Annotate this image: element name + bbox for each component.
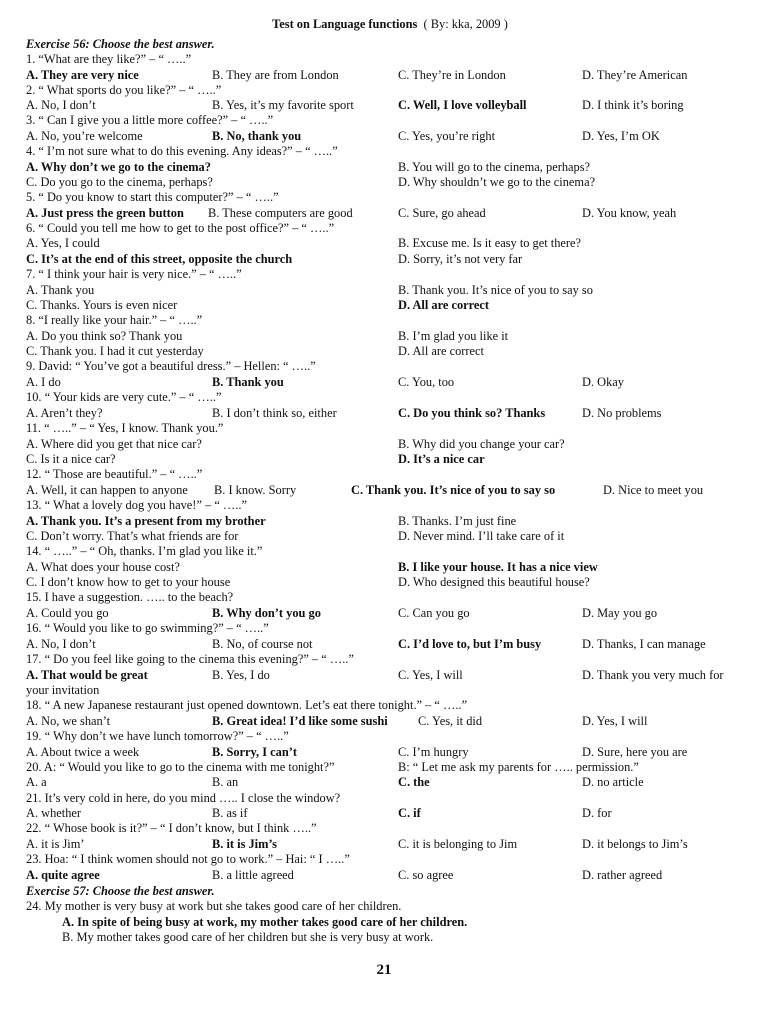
answer-options-row bbox=[26, 775, 754, 790]
question-stem: 5. “ Do you know to start this computer?” – “ …..” bbox=[26, 190, 279, 204]
answer-option: D. Thanks, I can manage bbox=[582, 637, 706, 651]
question-stem: 1. “What are they like?” – “ …..” bbox=[26, 52, 192, 66]
question-stem: 24. My mother is very busy at work but she takes good care of her children. bbox=[26, 899, 402, 913]
answer-option: C. Thanks. Yours is even nicer bbox=[26, 298, 178, 312]
answer-option: A. Just press the green button bbox=[26, 206, 184, 220]
question-stem: 9. David: “ You’ve got a beautiful dress.” – Hellen: “ …..” bbox=[26, 359, 316, 373]
answer-options-row bbox=[26, 283, 754, 298]
answer-option: C. You, too bbox=[398, 375, 455, 389]
answer-option: D. Why shouldn’t we go to the cinema? bbox=[398, 175, 596, 189]
question-stem: 11. “ …..” – “ Yes, I know. Thank you.” bbox=[26, 421, 224, 435]
answer-options-row bbox=[26, 806, 754, 821]
answer-option: A. I do bbox=[26, 375, 61, 389]
question-stem: 16. “ Would you like to go swimming?” – “ …..” bbox=[26, 621, 269, 635]
answer-option: B. Yes, I do bbox=[212, 668, 270, 682]
answer-option: B. I don’t think so, either bbox=[212, 406, 337, 420]
answer-option: C. It’s at the end of this street, opposite the church bbox=[26, 252, 293, 266]
answer-options-row bbox=[26, 930, 754, 945]
question-stem: 18. “ A new Japanese restaurant just opened downtown. Let’s eat there tonight.” – “ …..” bbox=[26, 698, 468, 712]
answer-option: A. Well, it can happen to anyone bbox=[26, 483, 188, 497]
answer-option: C. Don’t worry. That’s what friends are for bbox=[26, 529, 239, 543]
question-stem: 3. “ Can I give you a little more coffee?” – “ …..” bbox=[26, 113, 274, 127]
answer-option: D. Sure, here you are bbox=[582, 745, 688, 759]
answer-option: C. Is it a nice car? bbox=[26, 452, 116, 466]
answer-option: D. They’re American bbox=[582, 68, 688, 82]
answer-options-row bbox=[26, 837, 754, 852]
answer-options-row bbox=[26, 437, 754, 452]
answer-options-row bbox=[26, 915, 754, 930]
question-stem: 4. “ I’m not sure what to do this evening. Any ideas?” – “ …..” bbox=[26, 144, 338, 158]
question-stem: 19. “ Why don’t we have lunch tomorrow?” – “ …..” bbox=[26, 729, 289, 743]
question-stem: 21. It’s very cold in here, do you mind ….. I close the window? bbox=[26, 791, 341, 805]
answer-option: A. Thank you. It’s a present from my brother bbox=[26, 514, 266, 528]
answer-options-row bbox=[26, 529, 754, 544]
answer-option: C. Thank you. I had it cut yesterday bbox=[26, 344, 204, 358]
question-continuation: your invitation bbox=[26, 683, 100, 697]
answer-option: D. Sorry, it’s not very far bbox=[398, 252, 523, 266]
answer-option: D. I think it’s boring bbox=[582, 98, 684, 112]
answer-option: A. That would be great bbox=[26, 668, 148, 682]
answer-option: D. rather agreed bbox=[582, 868, 663, 882]
answer-option: D. It’s a nice car bbox=[398, 452, 485, 466]
answer-option: B. Thank you bbox=[212, 375, 284, 389]
answer-option: D. You know, yeah bbox=[582, 206, 677, 220]
answer-options-row bbox=[26, 606, 754, 621]
answer-option: A. Could you go bbox=[26, 606, 109, 620]
answer-option: C. Yes, I will bbox=[398, 668, 463, 682]
question-stem: 12. “ Those are beautiful.” – “ …..” bbox=[26, 467, 203, 481]
answer-option: A. a bbox=[26, 775, 47, 789]
answer-option: B. Sorry, I can’t bbox=[212, 745, 298, 759]
page-title: Test on Language functions bbox=[272, 17, 418, 31]
answer-option: A. Aren’t they? bbox=[26, 406, 103, 420]
answer-options-row bbox=[26, 452, 754, 467]
answer-option: C. I’m hungry bbox=[398, 745, 469, 759]
answer-option: D. no article bbox=[582, 775, 644, 789]
answer-option: A. They are very nice bbox=[26, 68, 139, 82]
answer-option: B. as if bbox=[212, 806, 248, 820]
answer-option: C. Do you think so? Thanks bbox=[398, 406, 546, 420]
answer-option: A. it is Jim’ bbox=[26, 837, 85, 851]
answer-options-row bbox=[26, 129, 754, 144]
answer-option: C. Can you go bbox=[398, 606, 470, 620]
answer-option: C. Yes, you’re right bbox=[398, 129, 496, 143]
answer-option: A. Do you think so? Thank you bbox=[26, 329, 183, 343]
answer-option: C. Sure, go ahead bbox=[398, 206, 486, 220]
answer-option: B. My mother takes good care of her children but she is very busy at work. bbox=[62, 930, 434, 944]
answer-option: D. Thank you very much for bbox=[582, 668, 724, 682]
question-stem: 23. Hoa: “ I think women should not go to work.” – Hai: “ I …..” bbox=[26, 852, 350, 866]
question-stem: 10. “ Your kids are very cute.” – “ …..” bbox=[26, 390, 222, 404]
answer-option: D. All are correct bbox=[398, 298, 490, 312]
answer-options-row bbox=[26, 175, 754, 190]
answer-option: B. Thanks. I’m just fine bbox=[398, 514, 517, 528]
answer-options-row bbox=[26, 236, 754, 251]
answer-option: D. No problems bbox=[582, 406, 662, 420]
answer-option: B. a little agreed bbox=[212, 868, 294, 882]
answer-option: B. Excuse me. Is it easy to get there? bbox=[398, 236, 582, 250]
answer-option: A. whether bbox=[26, 806, 82, 820]
answer-option: A. No, you’re welcome bbox=[26, 129, 143, 143]
answer-option: B. Why did you change your car? bbox=[398, 437, 565, 451]
answer-options-row bbox=[26, 98, 754, 113]
section-heading: Exercise 57: Choose the best answer. bbox=[26, 884, 215, 898]
page-title-line bbox=[26, 17, 754, 32]
answer-option: B. I know. Sorry bbox=[214, 483, 297, 497]
answer-option: B. it is Jim’s bbox=[212, 837, 277, 851]
answer-options-row bbox=[26, 483, 754, 498]
answer-option: A. Thank you bbox=[26, 283, 95, 297]
answer-option: D. for bbox=[582, 806, 612, 820]
answer-option: A. No, I don’t bbox=[26, 98, 96, 112]
answer-option: D. All are correct bbox=[398, 344, 485, 358]
question-stem: 6. “ Could you tell me how to get to the post office?” – “ …..” bbox=[26, 221, 335, 235]
answer-option: D. it belongs to Jim’s bbox=[582, 837, 688, 851]
answer-option: D. May you go bbox=[582, 606, 658, 620]
answer-option: D. Yes, I will bbox=[582, 714, 648, 728]
question-stem: 15. I have a suggestion. ….. to the beach? bbox=[26, 590, 234, 604]
answer-option: A. quite agree bbox=[26, 868, 100, 882]
answer-options-row bbox=[26, 298, 754, 313]
question-stem: 13. “ What a lovely dog you have!” – “ …..” bbox=[26, 498, 248, 512]
question-stem: 2. “ What sports do you like?” – “ …..” bbox=[26, 83, 222, 97]
page-number: 21 bbox=[376, 962, 392, 978]
answer-option: B. No, of course not bbox=[212, 637, 313, 651]
answer-option: C. it is belonging to Jim bbox=[398, 837, 518, 851]
answer-option: C. so agree bbox=[398, 868, 454, 882]
answer-options-row bbox=[26, 206, 754, 221]
answer-option: D. Yes, I’m OK bbox=[582, 129, 660, 143]
answer-option: A. Where did you get that nice car? bbox=[26, 437, 202, 451]
answer-option: C. Yes, it did bbox=[418, 714, 483, 728]
answer-option: A. No, we shan’t bbox=[26, 714, 111, 728]
answer-option: B. These computers are good bbox=[208, 206, 353, 220]
answer-option: D. Never mind. I’ll take care of it bbox=[398, 529, 565, 543]
answer-option: D. Okay bbox=[582, 375, 624, 389]
answer-option: C. if bbox=[398, 806, 421, 820]
answer-option: B. Thank you. It’s nice of you to say so bbox=[398, 283, 593, 297]
answer-options-row bbox=[26, 252, 754, 267]
answer-option: B. I like your house. It has a nice view bbox=[398, 560, 598, 574]
answer-option: A. No, I don’t bbox=[26, 637, 96, 651]
answer-option: B. an bbox=[212, 775, 239, 789]
answer-option: A. In spite of being busy at work, my mother takes good care of her children. bbox=[62, 915, 468, 929]
answer-options-row bbox=[26, 514, 754, 529]
page-byline: ( By: kka, 2009 ) bbox=[423, 17, 508, 31]
answer-options-row bbox=[26, 375, 754, 390]
answer-option: C. Well, I love volleyball bbox=[398, 98, 527, 112]
answer-options-row bbox=[26, 668, 754, 683]
answer-option: C. Do you go to the cinema, perhaps? bbox=[26, 175, 213, 189]
answer-options-row bbox=[26, 745, 754, 760]
answer-options-row bbox=[26, 344, 754, 359]
section-heading: Exercise 56: Choose the best answer. bbox=[26, 37, 215, 51]
answer-option: A. Yes, I could bbox=[26, 236, 100, 250]
answer-option: B. Yes, it’s my favorite sport bbox=[212, 98, 354, 112]
answer-options-row bbox=[26, 406, 754, 421]
answer-option: C. I don’t know how to get to your house bbox=[26, 575, 231, 589]
answer-option: D. Nice to meet you bbox=[603, 483, 704, 497]
answer-options-row bbox=[26, 575, 754, 590]
answer-option: B. Great idea! I’d like some sushi bbox=[212, 714, 388, 728]
answer-options-row bbox=[26, 560, 754, 575]
answer-option: A. Why don’t we go to the cinema? bbox=[26, 160, 211, 174]
answer-options-row bbox=[26, 714, 754, 729]
answer-option: A. What does your house cost? bbox=[26, 560, 180, 574]
answer-option: B. They are from London bbox=[212, 68, 339, 82]
question-stem: 8. “I really like your hair.” – “ …..” bbox=[26, 313, 203, 327]
answer-options-row bbox=[26, 68, 754, 83]
answer-option: C. I’d love to, but I’m busy bbox=[398, 637, 542, 651]
answer-option: D. Who designed this beautiful house? bbox=[398, 575, 590, 589]
answer-options-row bbox=[26, 868, 754, 883]
answer-options-row bbox=[26, 329, 754, 344]
answer-options-row bbox=[26, 637, 754, 652]
question-stem: 22. “ Whose book is it?” – “ I don’t know, but I think …..” bbox=[26, 821, 317, 835]
question-stem: 20. A: “ Would you like to go to the cinema with me tonight?” B: “ Let me ask my parents for ….. permission.” bbox=[26, 760, 639, 774]
question-stem: 14. “ …..” – “ Oh, thanks. I’m glad you like it.” bbox=[26, 544, 263, 558]
question-stem: 7. “ I think your hair is very nice.” – “ …..” bbox=[26, 267, 242, 281]
answer-option: B. You will go to the cinema, perhaps? bbox=[398, 160, 591, 174]
answer-option: B. I’m glad you like it bbox=[398, 329, 509, 343]
answer-option: C. the bbox=[398, 775, 430, 789]
answer-options-row bbox=[26, 160, 754, 175]
answer-option: A. About twice a week bbox=[26, 745, 140, 759]
answer-option: C. They’re in London bbox=[398, 68, 506, 82]
answer-option: B. No, thank you bbox=[212, 129, 302, 143]
answer-option: C. Thank you. It’s nice of you to say so bbox=[351, 483, 556, 497]
answer-option: B. Why don’t you go bbox=[212, 606, 321, 620]
question-stem: 17. “ Do you feel like going to the cinema this evening?” – “ …..” bbox=[26, 652, 354, 666]
